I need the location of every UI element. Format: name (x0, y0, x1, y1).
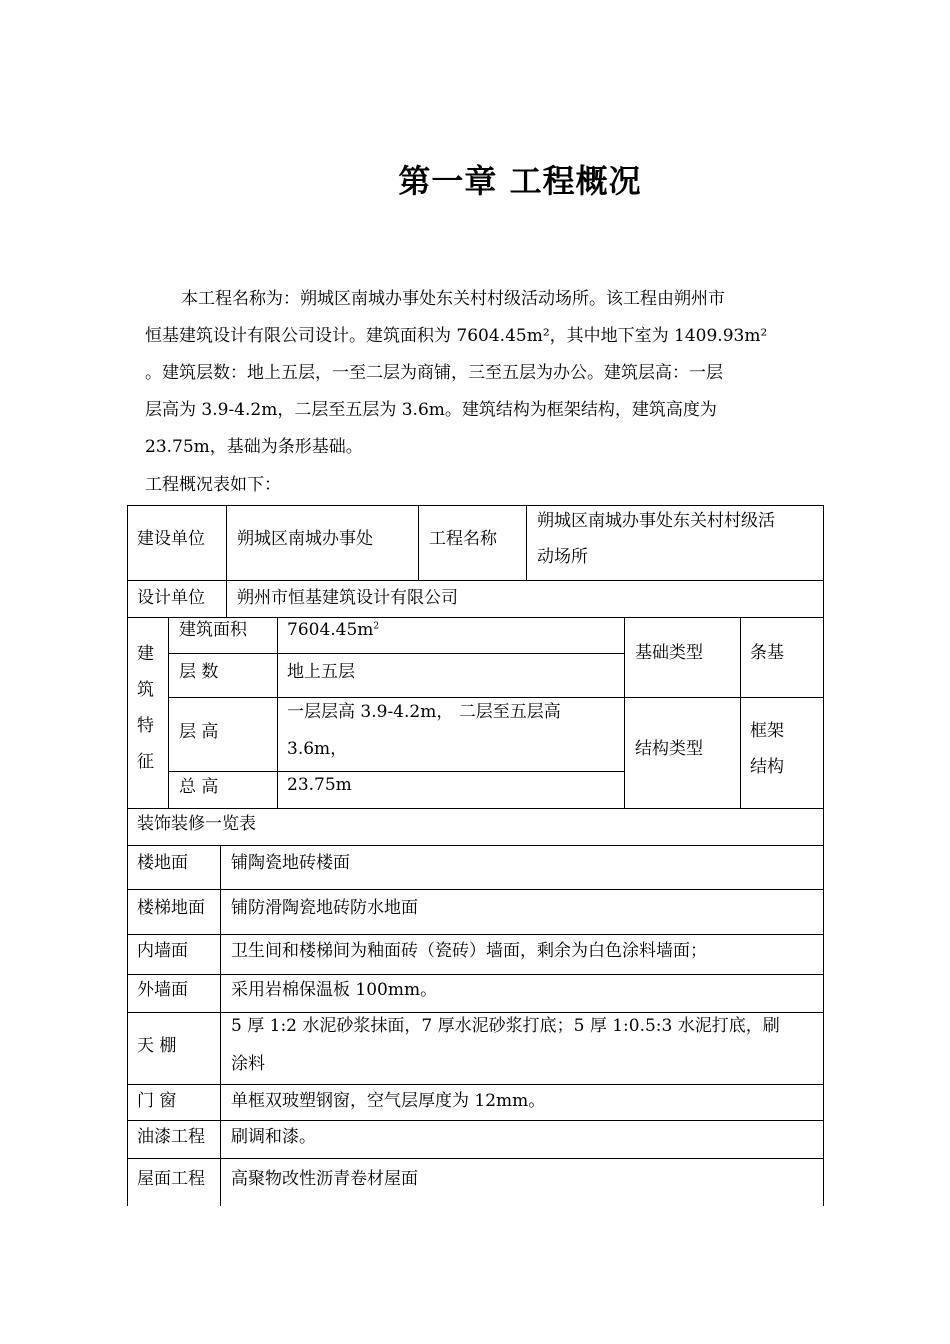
decoration-value: 铺防滑陶瓷地砖防水地面 (231, 898, 418, 918)
structure-value-cont: 结构 (750, 757, 784, 777)
decoration-label: 油漆工程 (137, 1127, 205, 1147)
designer-label: 设计单位 (137, 588, 205, 608)
paragraph-line: 本工程名称为：朔城区南城办事处东关村村级活动场所。该工程由朔州市 (181, 289, 725, 309)
table-border (226, 505, 227, 580)
decoration-value: 单框双玻塑钢窗，空气层厚度为 12mm。 (231, 1091, 546, 1111)
height-label: 层 高 (179, 722, 219, 742)
table-border (127, 505, 128, 1206)
decoration-value-cont: 涂料 (231, 1054, 265, 1074)
decoration-header: 装饰装修一览表 (137, 814, 256, 834)
decoration-value: 5 厚 1:2 水泥砂浆抹面，7 厚水泥砂浆打底；5 厚 1:0.5:3 水泥打底，刷 (231, 1016, 780, 1036)
decoration-value: 铺陶瓷地砖楼面 (231, 853, 350, 873)
table-border (168, 617, 169, 808)
features-label-char: 建 (137, 644, 154, 664)
floors-value: 地上五层 (287, 662, 355, 682)
chapter-title: 第一章 工程概况 (398, 162, 642, 200)
area-value: $7604.45m^2$ (287, 620, 380, 640)
decoration-label: 楼地面 (137, 853, 188, 873)
designer-value: 朔州市恒基建筑设计有限公司 (237, 588, 458, 608)
decoration-value: 高聚物改性沥青卷材屋面 (231, 1169, 418, 1189)
table-border (624, 617, 625, 808)
table-border (168, 771, 624, 772)
table-border (526, 505, 527, 580)
features-label-char: 征 (137, 752, 154, 772)
table-border (823, 505, 824, 1206)
project-label: 工程名称 (429, 529, 497, 549)
paragraph-line: 恒基建筑设计有限公司设计。建筑面积为 7604.45m²，其中地下室为 1409.93m² (145, 326, 768, 346)
total-height-label: 总 高 (179, 777, 219, 797)
table-border (127, 580, 824, 581)
table-border (168, 653, 624, 654)
area-label: 建筑面积 (179, 620, 247, 640)
structure-value: 框架 (750, 721, 784, 741)
decoration-label: 门 窗 (137, 1091, 177, 1111)
features-label-char: 筑 (137, 680, 154, 700)
table-border (220, 845, 221, 1206)
table-border (277, 617, 278, 808)
paragraph-line: 。建筑层数：地上五层，一至二层为商铺，三至五层为办公。建筑层高：一层 (145, 363, 723, 383)
decoration-value: 刷调和漆。 (231, 1127, 316, 1147)
owner-value: 朔城区南城办事处 (237, 529, 373, 549)
decoration-label: 内墙面 (137, 941, 188, 961)
height-value-cont: 3.6m， (287, 739, 348, 759)
overview-paragraph (145, 281, 809, 466)
floors-label: 层 数 (179, 662, 219, 682)
decoration-label: 外墙面 (137, 980, 188, 1000)
owner-label: 建设单位 (137, 529, 205, 549)
table-intro: 工程概况表如下： (145, 475, 281, 495)
total-height-value: 23.75m (287, 775, 352, 795)
decoration-label: 楼梯地面 (137, 898, 205, 918)
paragraph-line: 层高为 3.9-4.2m，二层至五层为 3.6m。建筑结构为框架结构，建筑高度为 (145, 400, 717, 420)
features-label-char: 特 (137, 716, 154, 736)
decoration-label: 天 棚 (137, 1036, 177, 1056)
table-border (740, 617, 741, 808)
structure-label: 结构类型 (635, 739, 703, 759)
height-value: 一层层高 3.9-4.2m， 二层至五层高 (287, 702, 561, 722)
foundation-value: 条基 (750, 643, 784, 663)
table-border (418, 505, 419, 580)
table-border (127, 1158, 824, 1159)
project-value: 朔城区南城办事处东关村村级活 (537, 511, 775, 531)
paragraph-line: 23.75m，基础为条形基础。 (145, 437, 363, 457)
project-value-cont: 动场所 (537, 547, 588, 567)
decoration-label: 屋面工程 (137, 1169, 205, 1189)
foundation-label: 基础类型 (635, 643, 703, 663)
decoration-value: 采用岩棉保温板 100mm。 (231, 980, 438, 1000)
decoration-value: 卫生间和楼梯间为釉面砖（瓷砖）墙面，剩余为白色涂料墙面； (231, 941, 707, 961)
